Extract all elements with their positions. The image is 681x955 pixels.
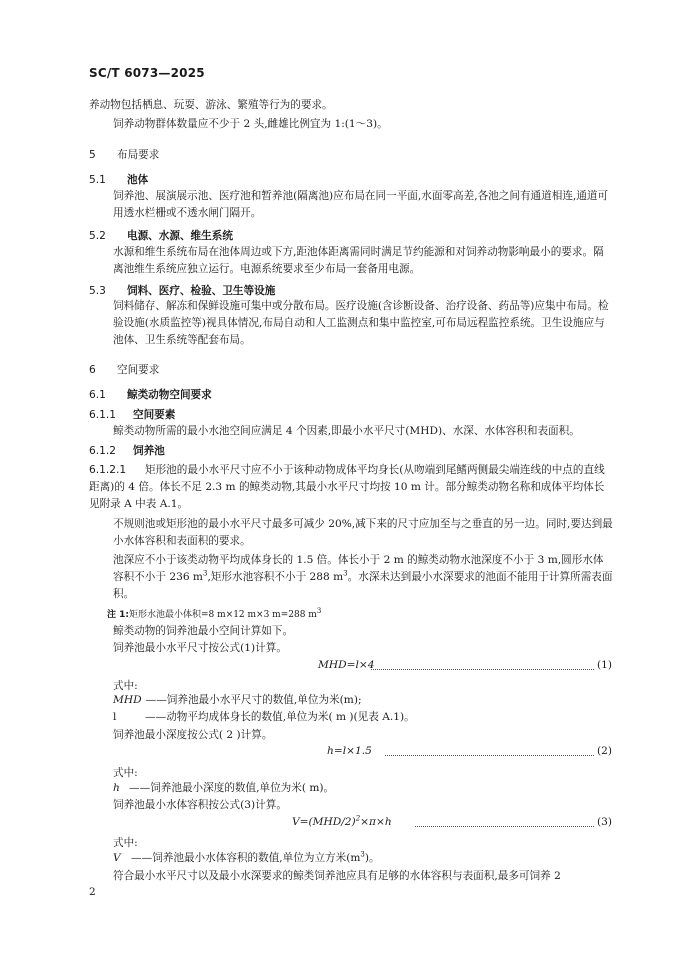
formula-3: [292, 816, 392, 828]
superscript: 2: [355, 814, 361, 823]
section-6-heading: [89, 362, 159, 377]
symbol: V: [113, 852, 121, 864]
section-6-1-1-heading: [89, 407, 175, 422]
symbol: l: [113, 711, 117, 723]
section-title: 饲养池: [133, 445, 165, 457]
superscript: 3: [343, 569, 348, 578]
section-6-1-1-text: [89, 423, 614, 440]
formula-2-intro: 饲养池最小深度按公式( 2 )计算。: [113, 729, 273, 741]
symbol: h: [113, 782, 120, 794]
paragraph: 矩形池的最小水平尺寸应不小于该种动物成体平均身长(从吻端到尾鳍两侧最尖端连线的中点的直线距离)的 4 倍。体长不足 2.3 m 的鲸类动物,其最小水平尺寸均按 10 m 计。部分鲸类动物名称和成体平均体长见附录 A 中表 A.1。: [89, 464, 605, 510]
section-number: 6.1.2.1: [89, 464, 127, 476]
paragraph: 鲸类动物所需的最小水池空间应满足 4 个因素,即最小水平尺寸(MHD)、水深、水体容积和表面积。: [113, 425, 580, 437]
paragraph: 不规则池或矩形池的最小水平尺寸最多可减少 20%,减下来的尺寸应加至与之垂直的另一边。同时,要达到最小水体容积和表面积的要求。: [113, 518, 613, 547]
formula-1-def-1: [113, 694, 362, 707]
section-5-2-text: [89, 244, 614, 278]
section-number: 5: [89, 149, 96, 161]
formula-1-intro: 饲养池最小水平尺寸按公式(1)计算。: [113, 642, 287, 654]
formula-part: V=(MHD/2): [292, 816, 356, 828]
paragraph: 饲养池、展演展示池、医疗池和暂养池(隔离池)应布局在同一平面,水面零高差,各池之间有通道相连,通道可用透水栏栅或不透水闸门隔开。: [113, 190, 609, 219]
standard-code-header: SC/T 6073—2025: [89, 66, 205, 80]
section-title: 池体: [127, 174, 149, 186]
definition: ——动物平均成体身长的数值,单位为米( m )(见表 A.1)。: [145, 711, 415, 723]
section-5-1-heading: [89, 172, 148, 187]
section-title: 鲸类动物空间要求: [127, 389, 212, 401]
formula-3-number: (3): [597, 816, 613, 828]
text-part: 池深应不小于该类动物平均成体身长的 1.5 倍。体长小于 2 m 的鲸类动物水池深度不小于 3 m,圆形水体容积不小于 236 m: [113, 554, 604, 583]
where-label-2: 式中:: [113, 767, 138, 779]
formula-1-leader: [371, 669, 594, 670]
section-5-1-text: [89, 188, 614, 222]
section-title: 空间要求: [117, 364, 160, 376]
section-6-1-2-heading: [89, 443, 165, 458]
section-number: 5.2: [89, 230, 106, 242]
section-5-heading: [89, 147, 159, 162]
formula-3-def: [113, 852, 380, 865]
superscript: 3: [360, 850, 365, 859]
section-5-3-text: [89, 298, 614, 349]
formula-1: MHD=l×4: [318, 659, 375, 671]
last-line: 符合最小水平尺寸以及最小水深要求的鲸类饲养池应具有足够的水体容积与表面积,最多可饲养 2: [113, 870, 561, 882]
superscript: 3: [316, 607, 322, 615]
paragraph: [89, 552, 614, 603]
formula-2-number: (2): [597, 745, 613, 757]
where-label-3: 式中:: [113, 837, 138, 849]
formula-3-leader: [415, 826, 594, 827]
page-number: 2: [89, 886, 96, 898]
definition: ——饲养池最小水体容积的数值,单位为立方米(m: [131, 852, 361, 864]
section-number: 6.1.2: [89, 445, 116, 457]
section-title: 空间要素: [133, 409, 176, 421]
paragraph: 水源和维生系统布局在池体周边或下方,距池体距离需同时满足节约能源和对饲养动物影响最小的要求。隔离池维生系统应独立运行。电源系统要求至少布局一套备用电源。: [113, 246, 604, 275]
intro-line-1: 养动物包括栖息、玩耍、游泳、繁殖等行为的要求。: [89, 99, 333, 111]
text-part: ,矩形水池容积不小于 288 m: [207, 571, 344, 583]
formula-3-intro: 饲养池最小水体容积按公式(3)计算。: [113, 799, 287, 811]
section-5-2-heading: [89, 228, 233, 243]
section-number: 6: [89, 364, 96, 376]
irregular-pool-text: [89, 516, 614, 550]
section-title: 电源、水源、维生系统: [127, 230, 233, 242]
section-number: 6.1.1: [89, 409, 116, 421]
note-1: [107, 607, 321, 620]
superscript: 3: [202, 569, 208, 578]
intro-line-2: 饲养动物群体数量应不少于 2 头,雌雄比例宜为 1:(1～3)。: [113, 118, 388, 130]
formula-part: ×π×h: [360, 816, 392, 828]
note-text: 矩形水池最小体积=8 m×12 m×3 m=288 m: [129, 610, 317, 620]
section-number: 5.3: [89, 285, 106, 297]
section-5-3-heading: [89, 283, 275, 298]
note-label: 注 1:: [107, 610, 129, 620]
formula-1-number: (1): [597, 659, 613, 671]
section-6-1-2-1-text: [89, 462, 614, 513]
calc-intro: 鲸类动物的饲养池最小空间计算如下。: [113, 625, 294, 637]
definition: ——饲养池最小水平尺寸的数值,单位为米(m);: [145, 694, 362, 706]
paragraph: 饲料储存、解冻和保鲜设施可集中或分散布局。医疗设施(含诊断设备、治疗设备、药品等)应集中布局。检验设施(水质监控等)视具体情况,布局自动和人工监测点和集中监控室,可布局远程监控系统。卫生设施应与池体、卫生系统等配套布局。: [113, 300, 609, 346]
section-title: 饲料、医疗、检验、卫生等设施: [127, 285, 276, 297]
text-part: 。水深未达到最小水深要求的池面不能用于计算所需表面积。: [113, 571, 613, 600]
definition-end: )。: [364, 852, 380, 864]
where-label-1: 式中:: [113, 680, 138, 692]
formula-2-leader: [385, 755, 594, 756]
formula-1-def-2: [113, 711, 415, 724]
section-number: 6.1: [89, 389, 106, 401]
formula-2-def: [113, 782, 334, 795]
section-title: 布局要求: [117, 149, 160, 161]
section-6-1-heading: [89, 387, 212, 402]
pool-depth-text: [89, 552, 614, 603]
section-number: 5.1: [89, 174, 106, 186]
definition: ——饲养池最小深度的数值,单位为米( m)。: [129, 782, 335, 794]
formula-2: h=l×1.5: [327, 745, 372, 757]
symbol: MHD: [113, 694, 142, 706]
